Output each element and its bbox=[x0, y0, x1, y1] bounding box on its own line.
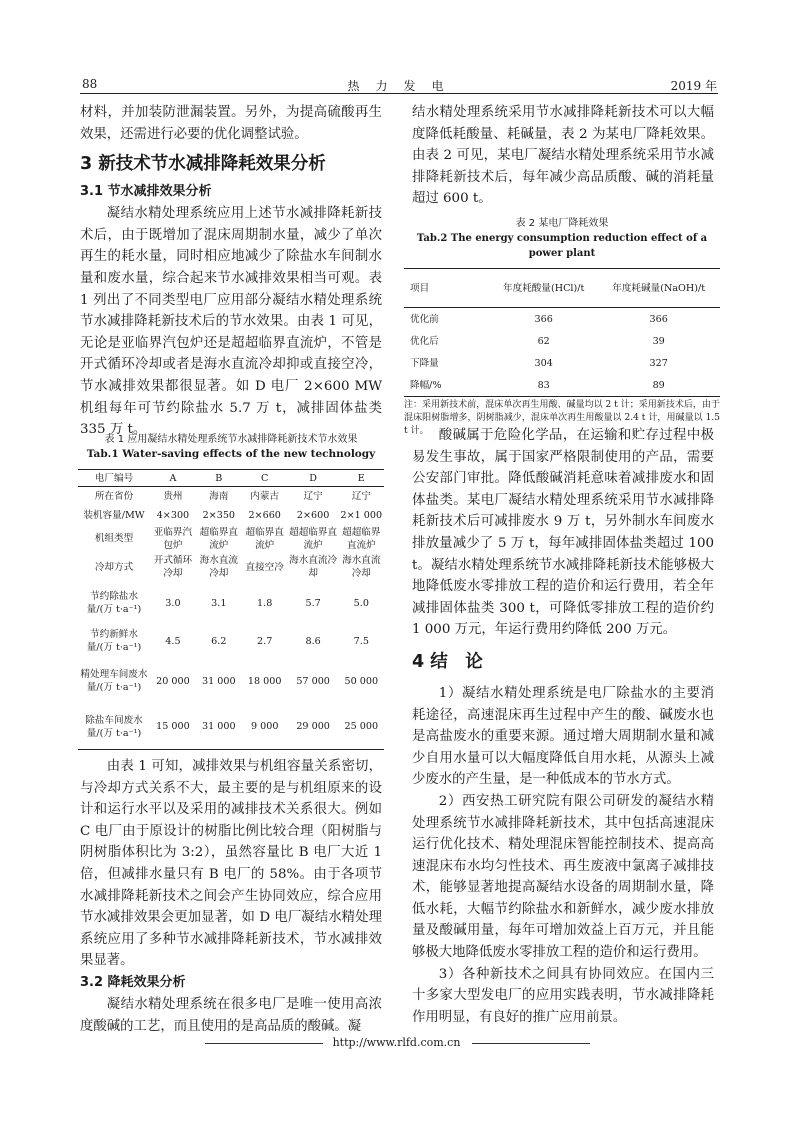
table-cell: 89 bbox=[652, 379, 665, 391]
left-column-lower bbox=[80, 756, 382, 1037]
table-row bbox=[404, 308, 720, 331]
journal-name: 热 力 发 电 bbox=[347, 79, 446, 93]
table-caption-cn: 表 1 应用凝结水精处理系统节水减排降耗新技术节水效果 bbox=[104, 434, 358, 445]
table-cell: 50 000 bbox=[344, 675, 379, 687]
subsection-heading: 3.1 节水减排效果分析 bbox=[80, 184, 212, 200]
table-cell: 亚临界汽包炉 bbox=[153, 526, 193, 551]
table-cell: 辽宁 bbox=[303, 491, 323, 503]
table-cell: 7.5 bbox=[353, 635, 369, 647]
table-cell: 57 000 bbox=[296, 675, 330, 687]
table-cell: 366 bbox=[649, 313, 668, 325]
table-cell: 39 bbox=[652, 335, 665, 347]
conclusion-3: 3）各种新技术之间具有协同效应。在国内三十多家大型发电厂的应用实践表明，节水减排降耗作用明显，有良好的推广应用前景。 bbox=[412, 966, 714, 1025]
row-label: 优化后 bbox=[410, 335, 439, 347]
paragraph: 凝结水精处理系统应用上述节水减排降耗新技术后，由于既增加了混床周期制水量，减少了单次再生的耗水量，同时相应地减少了除盐水车间制水量和废水量，综合起来节水减排效果相当可观。表 1 列出了不同类型电厂应用部分凝结水精处理系统节水减排降耗新技术后的节水效果。由表 1 可见，无论是亚临界汽包炉还是超超临界直流炉，不管是开式循环冷却或者是海水直流冷却抑或直接空冷，节水减排效果都很显著。如 D 电厂 2×600 MW 机组每年可节约除盐水 5.7 万 t，减排固体盐类 335 万 t。 bbox=[80, 206, 382, 438]
table-row bbox=[78, 487, 384, 507]
table-cell: 3.1 bbox=[211, 597, 227, 609]
table-row bbox=[78, 705, 384, 750]
footer-url[interactable]: http://www.rlfd.com.cn bbox=[332, 1036, 461, 1049]
table-2 bbox=[404, 216, 720, 438]
row-label: 节约除盐水量/(万 t·a⁻¹) bbox=[86, 591, 142, 615]
column-header: D bbox=[288, 470, 339, 487]
column-header: E bbox=[339, 470, 384, 487]
table-cell: 18 000 bbox=[247, 675, 282, 687]
table-caption-en: Tab.2 The energy consumption reduction effect of a power plant bbox=[416, 233, 708, 259]
table-row bbox=[78, 582, 384, 625]
table-cell: 8.6 bbox=[305, 635, 321, 647]
table-cell: 4.5 bbox=[165, 635, 181, 647]
table-cell: 31 000 bbox=[202, 721, 236, 733]
table-cell: 超超临界直流炉 bbox=[342, 526, 381, 551]
column-header: 电厂编号 bbox=[78, 470, 150, 487]
table-cell: 开式循环冷却 bbox=[153, 555, 193, 579]
row-label: 节约新鲜水量/(万 t·a⁻¹) bbox=[86, 629, 142, 653]
table-cell: 83 bbox=[537, 379, 550, 391]
row-label: 优化前 bbox=[410, 313, 439, 325]
table-cell: 辽宁 bbox=[351, 491, 371, 503]
row-label: 机组类型 bbox=[94, 533, 134, 544]
table-cell: 5.7 bbox=[305, 597, 321, 609]
table-cell: 327 bbox=[649, 357, 668, 369]
right-column bbox=[412, 102, 714, 210]
table-cell: 海水直流冷却 bbox=[199, 555, 238, 579]
row-label: 所在省份 bbox=[94, 491, 134, 503]
row-label: 除盐车间废水量/(万 t·a⁻¹) bbox=[85, 714, 143, 739]
right-column-lower bbox=[412, 425, 714, 1028]
table-cell: 304 bbox=[534, 357, 553, 369]
column-header: 年度耗碱量(NaOH)/t bbox=[597, 269, 720, 308]
table-cell: 4×300 bbox=[156, 510, 190, 521]
table-cell: 2×350 bbox=[202, 510, 236, 521]
table-cell: 9 000 bbox=[250, 721, 279, 733]
table-row bbox=[78, 658, 384, 705]
table-cell: 15 000 bbox=[156, 721, 190, 733]
header-rule bbox=[80, 93, 718, 94]
year: 2019 年 bbox=[670, 79, 717, 93]
table-cell: 29 000 bbox=[296, 721, 330, 733]
table-cell: 366 bbox=[534, 313, 553, 325]
table-cell: 海南 bbox=[209, 491, 229, 503]
table-cell: 内蒙古 bbox=[250, 491, 280, 503]
table-cell: 海水直流冷却 bbox=[289, 555, 338, 579]
column-header: A bbox=[150, 470, 196, 487]
table-note: 注：采用新技术前，混床单次再生用酸、碱量均以 2 t 计；采用新技术后，由于混床阳树脂增多，阴树脂减少，混床单次再生用酸量以 2.4 t 计，用碱量以 1.5 t 计。 bbox=[404, 400, 720, 436]
table-cell: 2×660 bbox=[248, 510, 281, 521]
table-cell: 海水直流冷却 bbox=[342, 555, 381, 579]
table-cell: 5.0 bbox=[353, 597, 369, 609]
table-cell: 超超临界直流炉 bbox=[289, 526, 338, 551]
footer-rule-right bbox=[472, 1043, 590, 1044]
table-cell: 20 000 bbox=[156, 675, 190, 687]
column-header: 项目 bbox=[404, 269, 490, 308]
subsection-heading: 3.2 降耗效果分析 bbox=[80, 974, 186, 990]
table-cell: 超临界直流炉 bbox=[245, 526, 284, 551]
column-header: 年度耗酸量(HCl)/t bbox=[490, 269, 597, 308]
table-caption-en: Tab.1 Water-saving effects of the new technology bbox=[86, 448, 376, 460]
column-header: C bbox=[242, 470, 288, 487]
table-1 bbox=[78, 432, 384, 750]
row-label: 下降量 bbox=[410, 357, 439, 369]
table-cell: 2.7 bbox=[257, 635, 273, 647]
table-cell: 1.8 bbox=[257, 597, 273, 609]
row-label: 冷却方式 bbox=[94, 561, 134, 573]
table-cell: 6.2 bbox=[211, 635, 227, 647]
row-label: 装机容量/MW bbox=[83, 510, 145, 521]
section-heading: 3 新技术节水减排降耗效果分析 bbox=[80, 154, 326, 175]
conclusion-1: 1）凝结水精处理系统是电厂除盐水的主要消耗途径，高速混床再生过程中产生的酸、碱废水也是高盐废水的重要来源。通过增大周期制水量和减少自用水量可以大幅度降低自用水耗，从源头上减少废水的产生量，是一种低成本的节水方式。 bbox=[412, 685, 714, 788]
conclusion-2: 2）西安热工研究院有限公司研发的凝结水精处理系统节水减排降耗新技术，其中包括高速混床运行优化技术、精处理混床智能控制技术、提高高速混床布水均匀性技术、再生废液中氯离子减排技术，能够显著地提高凝结水设备的周期制水量，降低水耗，大幅节约除盐水和新鲜水，减少废水排放量及酸碱用量，每年可增加效益上百万元，并且能够极大地降低废水零排放工程的造价和运行费用。 bbox=[412, 793, 714, 961]
row-label: 降幅/% bbox=[410, 379, 442, 391]
paragraph: 酸碱属于危险化学品，在运输和贮存过程中极易发生事故，属于国家严格限制使用的产品，需要公安部门审批。降低酸碱消耗意味着减排废水和固体盐类。某电厂凝结水精处理系统采用节水减排降耗新技术后可减排废水 9 万 t，另外制水车间废水排放量减少了 5 万 t，每年减排固体盐类超过 100 t。凝结水精处理系统节水减排降耗新技术能够极大地降低废水零排放工程的造价和运行费用，若全年减排固体盐类 300 t，可降低零排放工程的造价约 1 000 万元，年运行费用约降低 200 万元。 bbox=[412, 428, 714, 638]
page-number: 88 bbox=[82, 77, 98, 91]
row-label: 精处理车间废水量/(万 t·a⁻¹) bbox=[80, 669, 148, 693]
section-heading: 4 结 论 bbox=[412, 651, 483, 672]
table-row bbox=[404, 330, 720, 352]
table-cell: 3.0 bbox=[165, 597, 181, 609]
table-row bbox=[78, 507, 384, 525]
paragraph: 材料，并加装防泄漏装置。另外，为提高硫酸再生效果，还需进行必要的优化调整试验。 bbox=[80, 105, 382, 142]
table-row bbox=[78, 625, 384, 658]
table-cell: 2×600 bbox=[296, 510, 330, 521]
table-cell: 超临界直流炉 bbox=[199, 526, 238, 551]
table-cell: 2×1 000 bbox=[340, 510, 383, 521]
table-row bbox=[404, 374, 720, 397]
table-row bbox=[78, 525, 384, 553]
table-cell: 贵州 bbox=[163, 491, 183, 503]
table-cell: 直接空冷 bbox=[245, 561, 284, 573]
table-cell: 62 bbox=[537, 335, 550, 347]
paragraph: 结水精处理系统采用节水减排降耗新技术可以大幅度降低耗酸量、耗碱量，表 2 为某电厂降耗效果。由表 2 可见，某电厂凝结水精处理系统采用节水减排降耗新技术后，每年减少高品质酸、碱的消耗量超过 600 t。 bbox=[412, 105, 714, 207]
table-cell: 31 000 bbox=[202, 675, 236, 687]
table-row bbox=[78, 553, 384, 582]
table-row bbox=[404, 352, 720, 374]
paragraph: 凝结水精处理系统在很多电厂是唯一使用高浓度酸碱的工艺，而且使用的是高品质的酸碱。凝 bbox=[80, 996, 382, 1034]
left-column bbox=[80, 102, 382, 441]
table-caption-cn: 表 2 某电厂降耗效果 bbox=[515, 218, 609, 229]
column-header: B bbox=[196, 470, 242, 487]
table-cell: 25 000 bbox=[344, 721, 379, 733]
paragraph: 由表 1 可知，减排效果与机组容量关系密切，与冷却方式关系不大，最主要的是与机组原来的设计和运行水平以及采用的减排技术关系很大。例如 C 电厂由于原设计的树脂比例比较合理（阳树脂与阴树脂体积比为 3:2），虽然容量比 B 电厂大近 1 倍，但减排水量只有 B 电厂的 58%。由于各项节水减排降耗新技术之间会产生协同效应，综合应用节水减排效果会更加显著，如 D 电厂凝结水精处理系统应用了多种节水减排降耗新技术，节水减排效果显著。 bbox=[80, 759, 382, 969]
